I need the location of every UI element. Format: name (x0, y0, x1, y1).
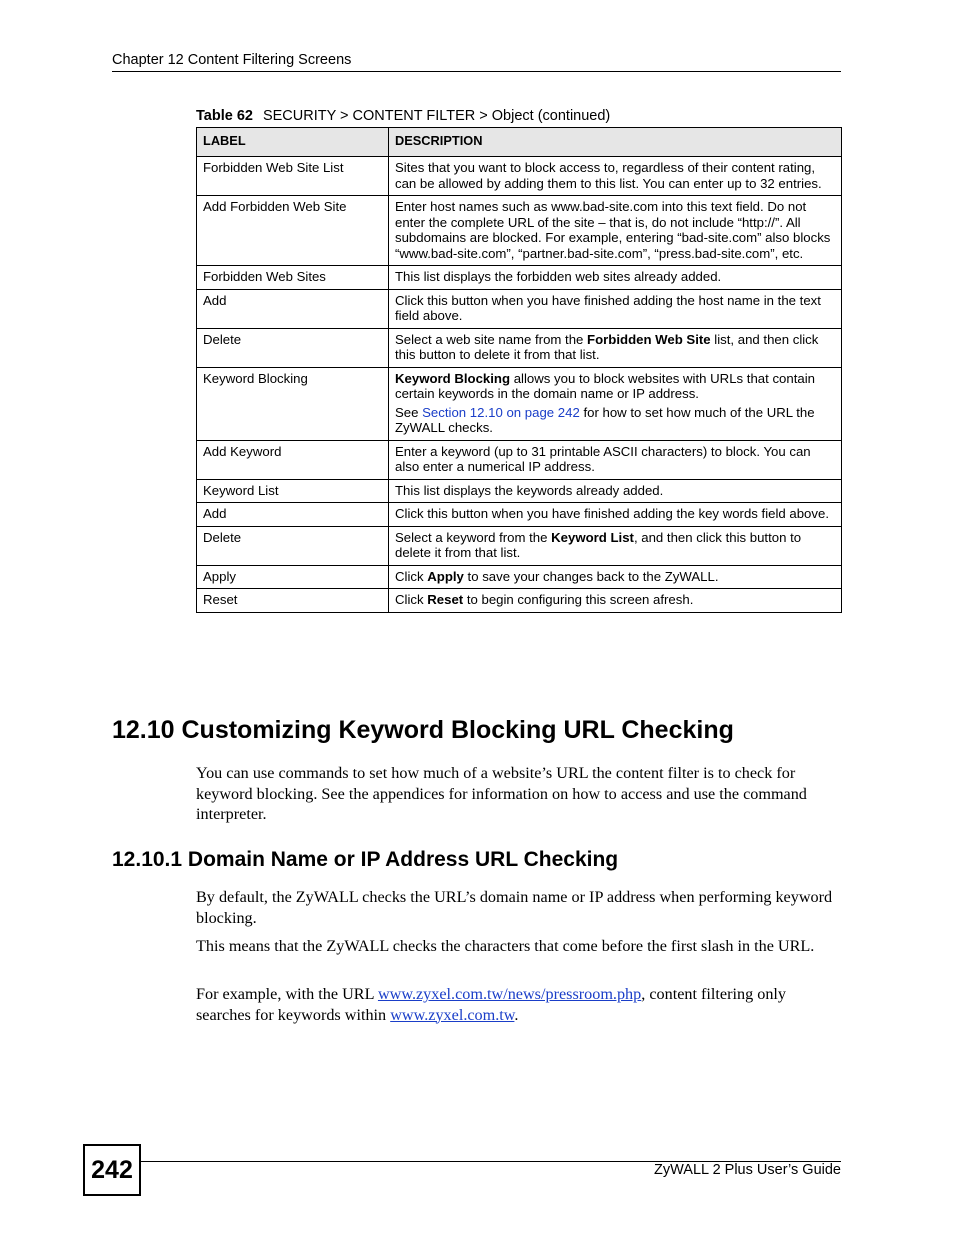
table-caption-label: Table 62 (196, 108, 253, 124)
section-cross-reference-link[interactable]: Section 12.10 on page 242 (422, 404, 580, 420)
row-description (389, 565, 842, 589)
description-text: Click (395, 592, 428, 607)
section-paragraph: You can use commands to set how much of a website’s URL the content filter is to check for keyword blocking. See the appendices for information on how to access and use the command interpreter. (196, 764, 807, 823)
row-label: Add Keyword (197, 440, 389, 479)
row-label: Reset (197, 589, 389, 613)
table-row (197, 367, 842, 440)
description-text: to save your changes back to the ZyWALL. (463, 568, 719, 584)
description-text: allows you to block websites with URLs that contain certain keywords in the domain name or IP address. (395, 370, 815, 401)
column-header-description: DESCRIPTION (389, 128, 842, 157)
table-row (197, 565, 842, 589)
row-description: Enter a keyword (up to 31 printable ASCII characters) to block. You can also enter a numerical IP address. (389, 440, 842, 479)
running-head: Chapter 12 Content Filtering Screens (112, 52, 352, 68)
table-row (197, 266, 842, 290)
description-text: Click (395, 568, 428, 584)
row-label: Add (197, 503, 389, 527)
ui-term: Apply (427, 568, 464, 584)
header-rule (112, 71, 841, 72)
table-caption (196, 108, 610, 124)
row-description (389, 328, 842, 367)
ui-term: Keyword List (551, 529, 634, 545)
row-label: Apply (197, 565, 389, 589)
table-row (197, 157, 842, 196)
row-description: Click this button when you have finished adding the host name in the text field above. (389, 289, 842, 328)
description-paragraph (395, 371, 835, 402)
section-heading: 12.10 Customizing Keyword Blocking URL Checking (112, 716, 734, 744)
row-label: Delete (197, 526, 389, 565)
row-description: Sites that you want to block access to, regardless of their content rating, can be allowed by adding them to this list. You can enter up to 32 entries. (389, 157, 842, 196)
table-row (197, 196, 842, 266)
ui-term: Keyword Blocking (395, 370, 511, 386)
url-link-domain[interactable]: www.zyxel.com.tw (390, 1005, 515, 1024)
row-description: Click this button when you have finished adding the key words field above. (389, 503, 842, 527)
subsection-paragraph-3 (196, 984, 844, 1025)
table-row (197, 289, 842, 328)
object-fields-table (196, 127, 842, 613)
table-header-row (197, 128, 842, 157)
row-label: Forbidden Web Site List (197, 157, 389, 196)
description-text: Select a keyword from the (395, 529, 552, 545)
row-description: Enter host names such as www.bad-site.com into this text field. Do not enter the complete URL of the site – that is, do not include “http://”. All subdomains are blocked. For example, entering “bad-site.com” also blocks “www.bad-site.com”, “partner.bad-site.com”, “press.bad-site.com”, etc. (389, 196, 842, 266)
table-row (197, 328, 842, 367)
row-label: Delete (197, 328, 389, 367)
paragraph-text: For example, with the URL (196, 985, 378, 1003)
description-text: , and then click this button to delete it from that list. (395, 529, 802, 560)
table-caption-text: SECURITY > CONTENT FILTER > Object (continued) (262, 108, 611, 124)
row-label: Keyword List (197, 479, 389, 503)
row-description: This list displays the forbidden web sites already added. (389, 266, 842, 290)
page-number: 242 (83, 1144, 141, 1196)
paragraph-text: . (514, 1005, 519, 1024)
row-description (389, 526, 842, 565)
table-row (197, 526, 842, 565)
row-description (389, 367, 842, 440)
description-text: to begin configuring this screen afresh. (463, 592, 694, 607)
description-text: for how to set how much of the URL the ZyWALL checks. (395, 404, 815, 435)
row-label: Add Forbidden Web Site (197, 196, 389, 266)
column-header-label: LABEL (197, 128, 389, 157)
row-description (389, 589, 842, 613)
table-row (197, 589, 842, 613)
subsection-paragraph-1: By default, the ZyWALL checks the URL’s domain name or IP address when performing keyword blocking. (196, 888, 833, 927)
description-text: Select a web site name from the (395, 331, 588, 347)
table-row (197, 503, 842, 527)
row-label: Forbidden Web Sites (197, 266, 389, 290)
url-link-pressroom[interactable]: www.zyxel.com.tw/news/pressroom.php (377, 985, 642, 1003)
guide-title: ZyWALL 2 Plus User’s Guide (654, 1162, 841, 1178)
ui-term: Forbidden Web Site (587, 331, 711, 347)
row-label: Keyword Blocking (197, 367, 389, 440)
subsection-paragraph-2: This means that the ZyWALL checks the characters that come before the first slash in the URL. (196, 937, 815, 955)
paragraph-text: , content filtering only searches for keywords within (196, 985, 787, 1024)
table-row (197, 440, 842, 479)
row-label: Add (197, 289, 389, 328)
description-text: list, and then click this button to delete it from that list. (395, 331, 819, 362)
description-text: See (395, 404, 423, 420)
ui-term: Reset (427, 592, 464, 607)
table-row (197, 479, 842, 503)
row-description: This list displays the keywords already added. (389, 479, 842, 503)
subsection-heading: 12.10.1 Domain Name or IP Address URL Checking (112, 848, 619, 871)
description-paragraph (395, 405, 835, 436)
